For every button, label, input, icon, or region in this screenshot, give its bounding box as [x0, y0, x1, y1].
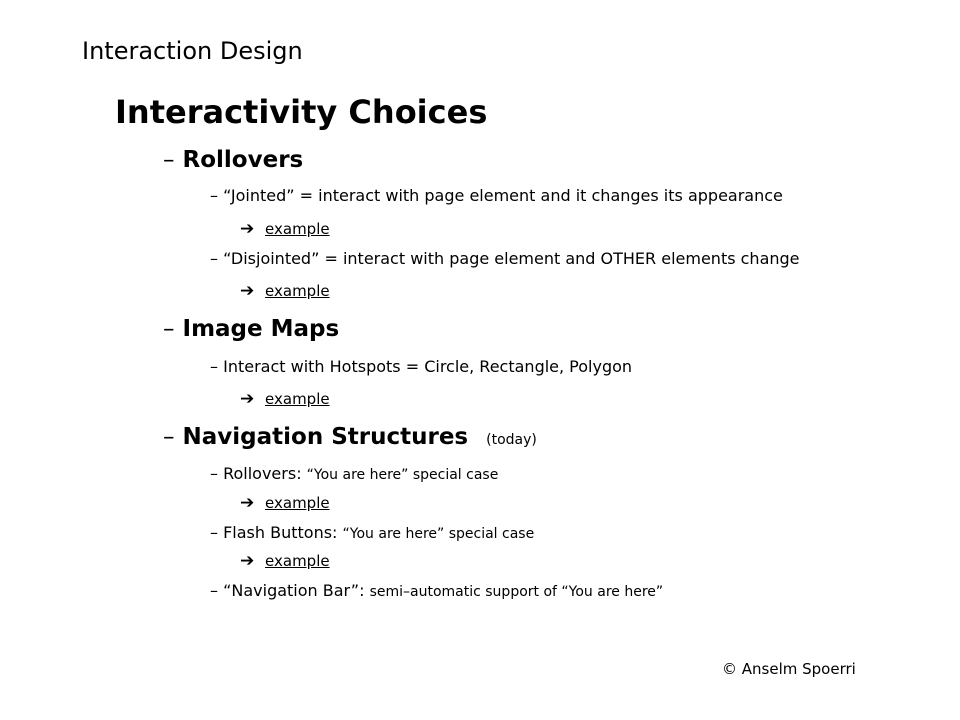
bullet-dash: –	[163, 316, 175, 342]
bullet-dash: –	[163, 147, 175, 173]
hotspots-text: Interact with Hotspots = Circle, Rectangle, Polygon	[223, 357, 633, 376]
example-link-flash[interactable]: example	[265, 552, 330, 570]
arrow-right-icon: ➔	[240, 493, 255, 513]
example-link-image-maps[interactable]: example	[265, 390, 330, 408]
bullet-dash: –	[210, 523, 218, 542]
example-row-image-maps	[240, 389, 330, 409]
disjointed-text: “Disjointed” = interact with page element and OTHER elements change	[223, 249, 800, 268]
bullet-jointed	[210, 186, 783, 205]
bullet-navigation-bar	[210, 581, 663, 600]
example-link-jointed[interactable]: example	[265, 220, 330, 238]
bullet-nav-rollovers	[210, 464, 498, 483]
section-rollovers	[163, 147, 303, 173]
bullet-hotspots	[210, 357, 632, 376]
example-link-nav-rollovers[interactable]: example	[265, 494, 330, 512]
section-heading-image-maps: Image Maps	[182, 316, 340, 342]
copyright-notice: © Anselm Spoerri	[722, 660, 856, 678]
flash-label: Flash Buttons:	[223, 523, 338, 542]
bullet-disjointed	[210, 249, 800, 268]
bullet-dash: –	[210, 186, 218, 205]
arrow-right-icon: ➔	[240, 551, 255, 571]
bullet-dash: –	[163, 424, 175, 450]
flash-desc: “You are here” special case	[342, 526, 535, 542]
bullet-dash: –	[210, 581, 218, 600]
slide-header: Interaction Design	[82, 37, 303, 65]
arrow-right-icon: ➔	[240, 281, 255, 301]
example-link-disjointed[interactable]: example	[265, 282, 330, 300]
today-note: (today)	[486, 432, 537, 448]
section-heading-navigation: Navigation Structures	[182, 424, 469, 450]
nav-rollovers-desc: “You are here” special case	[306, 467, 499, 483]
navbar-desc: semi–automatic support of “You are here”	[369, 584, 664, 600]
example-row-disjointed	[240, 281, 330, 301]
example-row-nav-rollovers	[240, 493, 330, 513]
example-row-flash	[240, 551, 330, 571]
jointed-text: “Jointed” = interact with page element and it changes its appearance	[223, 186, 783, 205]
example-row-jointed	[240, 219, 330, 239]
arrow-right-icon: ➔	[240, 389, 255, 409]
section-image-maps	[163, 316, 339, 342]
section-heading-rollovers: Rollovers	[182, 147, 304, 173]
arrow-right-icon: ➔	[240, 219, 255, 239]
section-navigation-structures	[163, 424, 537, 450]
slide-title: Interactivity Choices	[115, 93, 488, 131]
bullet-flash-buttons	[210, 523, 534, 542]
bullet-dash: –	[210, 464, 218, 483]
navbar-label: “Navigation Bar”:	[223, 581, 365, 600]
nav-rollovers-label: Rollovers:	[223, 464, 302, 483]
bullet-dash: –	[210, 249, 218, 268]
bullet-dash: –	[210, 357, 218, 376]
